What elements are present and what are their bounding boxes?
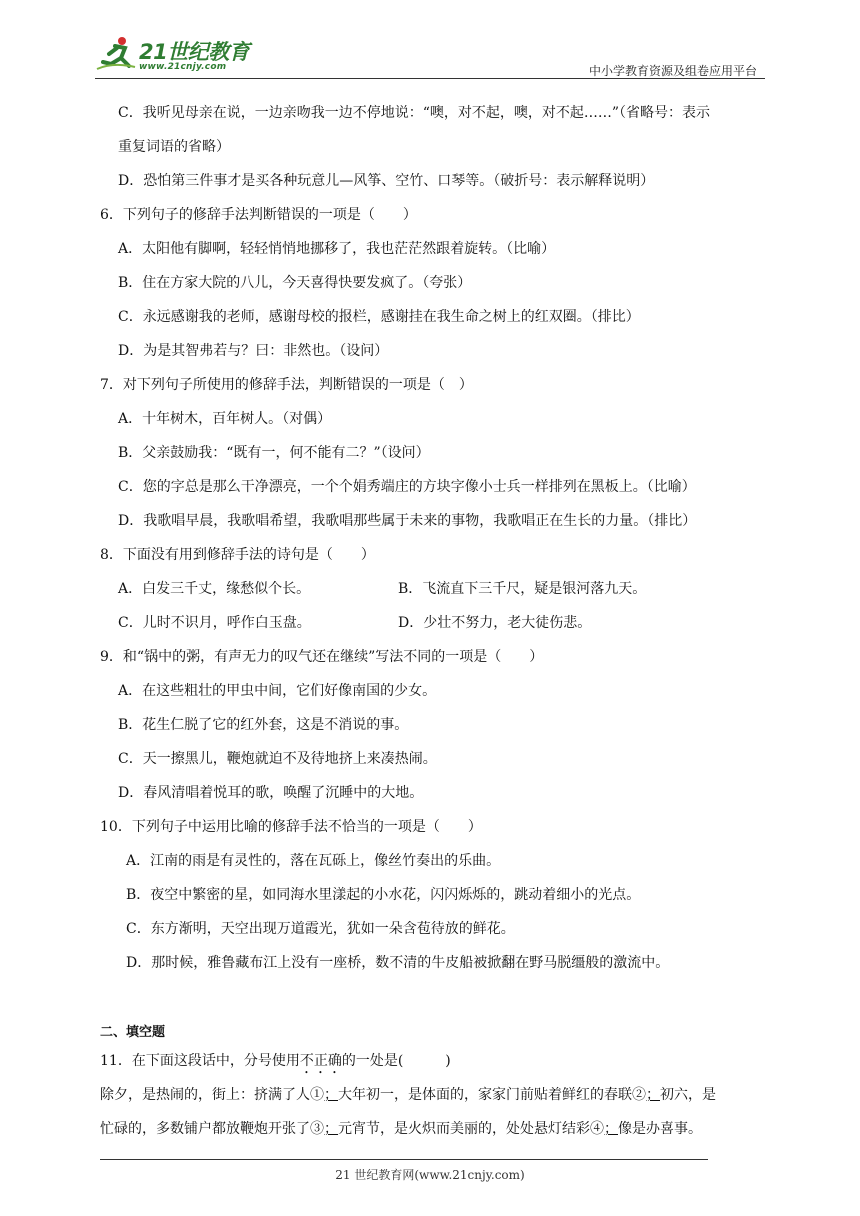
option-d: D．少壮不努力，老大徒伤悲。 [398, 615, 592, 631]
option-d: D．那时候，雅鲁藏布江上没有一座桥，数不清的牛皮船被掀翻在野马脱缰般的激流中。 [126, 955, 670, 971]
emphasis-text: 不正确 [299, 1053, 342, 1069]
question-11-text: 的一处是( ) [341, 1053, 451, 1069]
option-c: C．东方渐明，天空出现万道霞光，犹如一朵含苞待放的鲜花。 [126, 921, 515, 937]
option-d: D．为是其智弗若与？曰：非然也。（设问） [118, 343, 389, 359]
semicolon-mark: ； [604, 1121, 618, 1137]
option-b: B．夜空中繁密的星，如同海水里漾起的小水花，闪闪烁烁的，跳动着细小的光点。 [126, 887, 641, 903]
text-line: D．恐怕第三件事才是买各种玩意儿—风筝、空竹、口琴等。（破折号：表示解释说明） [118, 173, 655, 189]
logo-url: www.21cnjy.com [139, 62, 227, 72]
option-c: C．您的字总是那么干净漂亮，一个个娟秀端庄的方块字像小士兵一样排列在黑板上。（比喻） [118, 479, 696, 495]
runner-logo-icon [95, 36, 137, 72]
option-b: B．住在方家大院的八儿，今天喜得快要发疯了。（夸张） [118, 275, 472, 291]
option-c: C．永远感谢我的老师，感谢母校的报栏，感谢挂在我生命之树上的红双圈。（排比） [118, 309, 640, 325]
option-b: B．花生仁脱了它的红外套，这是不消说的事。 [118, 717, 409, 733]
option-a: A．太阳他有脚啊，轻轻悄悄地挪移了，我也茫茫然跟着旋转。（比喻） [118, 241, 556, 257]
page-footer: 21 世纪教育网(www.21cnjy.com) [335, 1168, 525, 1182]
passage-text: 像是办喜事。 [618, 1121, 702, 1137]
passage-text: 大年初一，是体面的，家家门前贴着鲜红的春联② [338, 1087, 646, 1103]
option-a: A．白发三千丈，缘愁似个长。 [118, 581, 311, 597]
option-d: D．我歌唱早晨，我歌唱希望，我歌唱那些属于未来的事物，我歌唱正在生长的力量。（排比） [118, 513, 697, 529]
logo-title: 21世纪教育 [139, 40, 250, 64]
passage-text: 初六，是 [660, 1087, 716, 1103]
passage-line [100, 1119, 702, 1139]
question-6: 6．下列句子的修辞手法判断错误的一项是（ ） [100, 207, 417, 223]
page-header [95, 30, 765, 80]
option-a: A．十年树木，百年树人。（对偶） [118, 411, 332, 427]
semicolon-mark: ； [324, 1121, 338, 1137]
semicolon-mark: ； [324, 1087, 338, 1103]
option-c: C．天一擦黑儿，鞭炮就迫不及待地挤上来凑热闹。 [118, 751, 437, 767]
question-8: 8．下面没有用到修辞手法的诗句是（ ） [100, 547, 375, 563]
passage-text: 忙碌的，多数铺户都放鞭炮开张了③ [100, 1121, 324, 1137]
passage-text: 除夕，是热闹的，街上：挤满了人① [100, 1087, 324, 1103]
question-7: 7．对下列句子所使用的修辞手法，判断错误的一项是（ ） [100, 377, 473, 393]
question-11-text: 11．在下面这段话中，分号使用 [100, 1053, 300, 1069]
passage-text: 元宵节，是火炽而美丽的，处处悬灯结彩④ [338, 1121, 604, 1137]
header-platform-text: 中小学教育资源及组卷应用平台 [588, 64, 757, 78]
passage-line [100, 1085, 716, 1105]
header-divider [95, 78, 765, 79]
logo [95, 36, 265, 72]
option-d: D．春风清唱着悦耳的歌，唤醒了沉睡中的大地。 [118, 785, 424, 801]
option-b: B．飞流直下三千尺，疑是银河落九天。 [398, 581, 647, 597]
text-line: 重复词语的省略） [118, 139, 230, 155]
option-b: B．父亲鼓励我：“既有一，何不能有二？”（设问） [118, 445, 430, 461]
section-title: 二、填空题 [100, 1025, 166, 1040]
footer-divider [100, 1159, 708, 1160]
option-c: C．儿时不识月，呼作白玉盘。 [118, 615, 311, 631]
text-line: C．我听见母亲在说，一边亲吻我一边不停地说：“噢，对不起，噢，对不起……”（省略号：表示 [118, 105, 711, 121]
question-9: 9．和“锅中的粥，有声无力的叹气还在继续”写法不同的一项是（ ） [100, 649, 544, 665]
semicolon-mark: ； [646, 1087, 660, 1103]
question-11 [100, 1051, 451, 1077]
option-a: A．在这些粗壮的甲虫中间，它们好像南国的少女。 [118, 683, 437, 699]
option-a: A．江南的雨是有灵性的，落在瓦砾上，像丝竹奏出的乐曲。 [126, 853, 501, 869]
question-10: 10．下列句子中运用比喻的修辞手法不恰当的一项是（ ） [100, 819, 482, 835]
